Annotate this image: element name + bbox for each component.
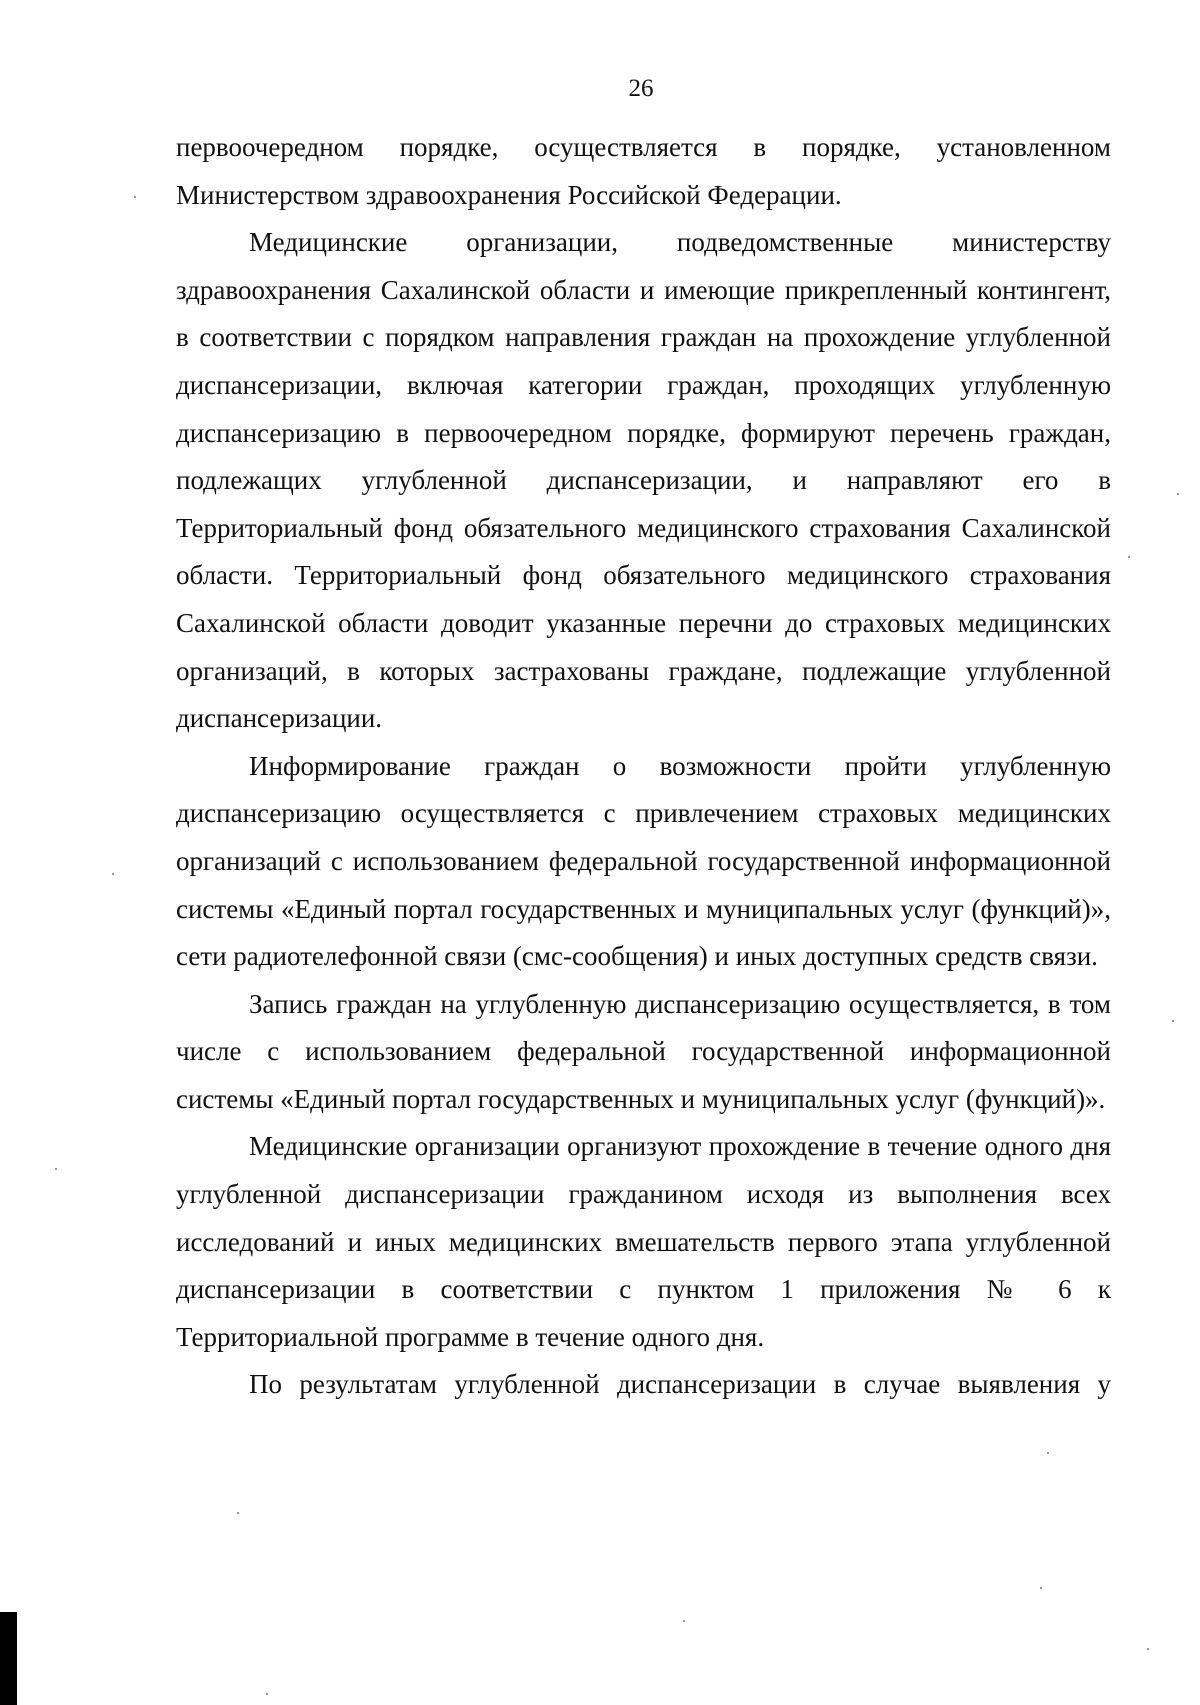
scan-speck <box>134 196 136 198</box>
paragraph: Информирование граждан о возможности пройти углубленную диспансеризацию осуществляется с привлечением страховых медицинских организаций с использованием федеральной государственной информационной системы «Единый портал государственных и муниципальных услуг (функций)», сети радиотелефонной связи (смс-сообщения) и иных доступных средств связи. <box>176 750 1111 972</box>
scan-speck <box>266 1693 268 1695</box>
paragraph-truncated: По результатам углубленной диспансеризации в случае выявления у <box>249 1369 1111 1400</box>
scan-speck <box>1172 1020 1174 1022</box>
paragraph: Медицинские организации, подведомственные министерству здравоохранения Сахалинской области и имеющие прикрепленный контингент, в соответствии с порядком направления граждан на прохождение углубленной диспансеризации, включая категории граждан, проходящих углубленную диспансеризацию в первоочередном порядке, формируют перечень граждан, подлежащих углубленной диспансеризации, и направляют его в Территориальный фонд обязательного медицинского страхования Сахалинской области. Территориальный фонд обязательного медицинского страхования Сахалинской области доводит указанные перечни до страховых медицинских организаций, в которых застрахованы граждане, подлежащие углубленной диспансеризации. <box>176 227 1111 734</box>
scan-speck <box>1040 1587 1042 1589</box>
scan-speck <box>1147 1648 1149 1650</box>
scan-speck <box>1128 556 1130 558</box>
scan-edge-mark <box>0 1612 17 1705</box>
paragraph: Запись граждан на углубленную диспансеризацию осуществляется, в том числе с использованием федеральной государственной информационной системы «Единый портал государственных и муниципальных услуг (функций)». <box>176 988 1111 1114</box>
scan-speck <box>55 1168 57 1170</box>
scan-speck <box>112 873 114 875</box>
paragraph-continued: первоочередном порядке, осуществляется в порядке, установленном Министерством здравоохранения Российской Федерации. <box>176 132 1111 210</box>
page-number: 26 <box>628 75 654 102</box>
scan-speck <box>1177 493 1179 495</box>
paragraph: Медицинские организации организуют прохождение в течение одного дня углубленной диспансеризации гражданином исходя из выполнения всех исследований и иных медицинских вмешательств первого этапа углубленной диспансеризации в соответствии с пунктом 1 приложения № 6 к Территориальной программе в течение одного дня. <box>176 1131 1111 1352</box>
scan-speck <box>683 1620 685 1622</box>
scan-speck <box>1047 1452 1049 1454</box>
scan-speck <box>237 1512 239 1514</box>
document-body <box>176 124 1111 1409</box>
